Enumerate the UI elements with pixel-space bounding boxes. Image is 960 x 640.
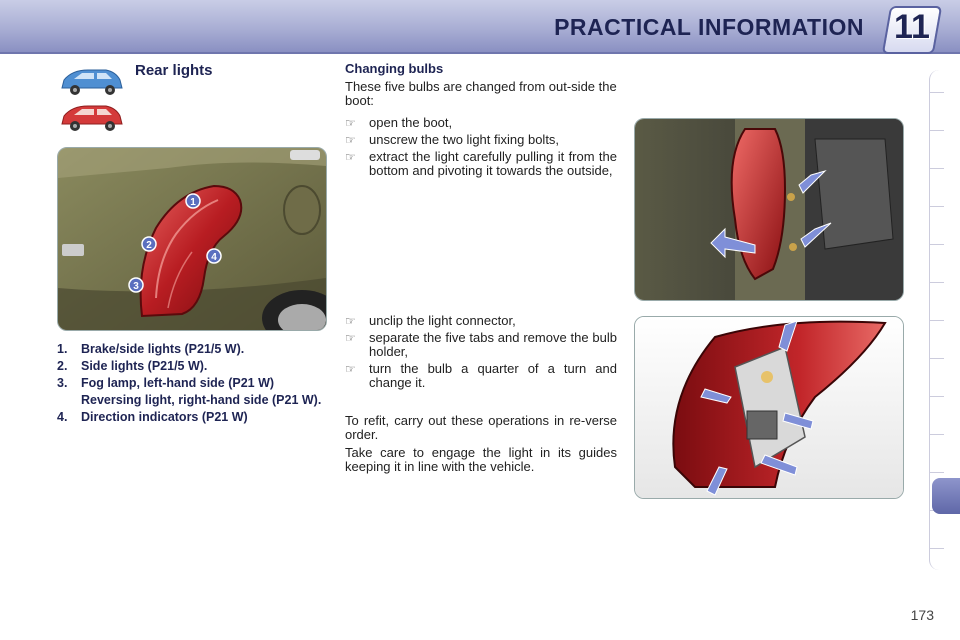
step-item: ☞ open the boot,	[345, 115, 453, 130]
car-red-icon	[58, 102, 126, 134]
callout-4	[207, 249, 221, 263]
bulb-holder-photo	[634, 316, 904, 499]
bulb-legend	[57, 342, 327, 427]
step-item: ☞ separate the five tabs and remove the bulb holder,	[345, 330, 617, 359]
svg-text:1: 1	[190, 197, 196, 208]
refit-note: To refit, carry out these operations in re-verse order.	[345, 413, 617, 442]
car-blue-icon	[58, 66, 126, 98]
changing-bulbs-bottom	[345, 314, 617, 474]
svg-text:2: 2	[146, 240, 152, 251]
step-item: ☞ unscrew the two light fixing bolts,	[345, 132, 560, 147]
page-number: 173	[910, 607, 934, 623]
callout-3	[129, 278, 143, 292]
legend-item: 2. Side lights (P21/5 W).	[57, 359, 208, 373]
section-title: Rear lights	[135, 62, 213, 79]
legend-item-extra: Reversing light, right-hand side (P21 W).	[81, 393, 322, 407]
changing-bulbs-top	[345, 62, 617, 181]
callout-2	[142, 237, 156, 251]
rear-light-photo	[57, 147, 327, 331]
boot-photo	[634, 118, 904, 301]
svg-text:4: 4	[211, 252, 217, 263]
svg-text:3: 3	[133, 281, 139, 292]
legend-item: 4. Direction indicators (P21 W)	[57, 410, 248, 424]
legend-item: 3. Fog lamp, left-hand side (P21 W)	[57, 376, 275, 390]
legend-item: 1. Brake/side lights (P21/5 W).	[57, 342, 245, 356]
page-header	[0, 0, 960, 54]
step-item: ☞ unclip the light connector,	[345, 313, 516, 328]
changing-bulbs-intro: These five bulbs are changed from out-side the boot:	[345, 79, 617, 108]
header-title: PRACTICAL INFORMATION	[554, 14, 864, 40]
chapter-number: 11	[894, 8, 930, 46]
step-item: ☞ extract the light carefully pulling it from the bottom and pivoting it towards the outside,	[345, 149, 617, 178]
care-note: Take care to engage the light in its guides keeping it in line with the vehicle.	[345, 445, 617, 474]
changing-bulbs-title: Changing bulbs	[345, 61, 444, 76]
side-tab-active[interactable]	[932, 478, 960, 514]
callout-1	[186, 194, 200, 208]
step-item: ☞ turn the bulb a quarter of a turn and change it.	[345, 361, 617, 390]
